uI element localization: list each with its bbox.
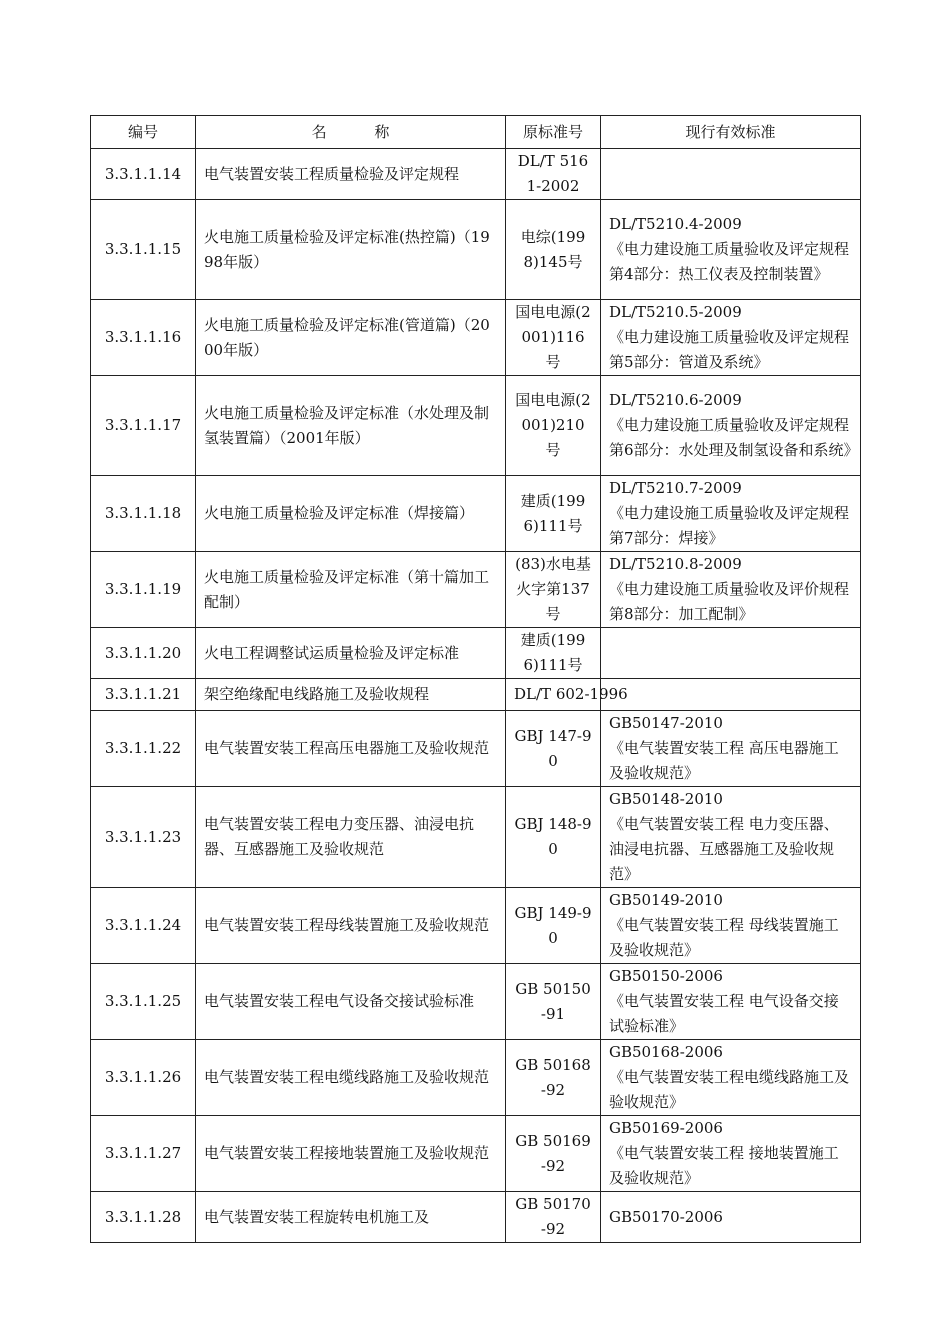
row-number: 3.3.1.1.18 (91, 476, 196, 552)
row-name: 火电施工质量检验及评定标准(管道篇)（2000年版） (196, 300, 506, 376)
table-row (91, 1116, 861, 1192)
row-current-code: GB50170-2006 (609, 1207, 723, 1226)
row-current (601, 200, 861, 300)
row-name: 电气装置安装工程高压电器施工及验收规范 (196, 711, 506, 787)
row-name: 电气装置安装工程母线装置施工及验收规范 (196, 888, 506, 964)
row-name: 火电施工质量检验及评定标准（水处理及制氢装置篇）（2001年版） (196, 376, 506, 476)
row-current (601, 711, 861, 787)
row-original: (83)水电基火字第137号 (506, 552, 601, 628)
row-original: GB 50169-92 (506, 1116, 601, 1192)
table-row (91, 787, 861, 888)
table-row (91, 964, 861, 1040)
row-original: 建质(1996)111号 (506, 628, 601, 679)
row-current (601, 1192, 861, 1243)
row-number: 3.3.1.1.16 (91, 300, 196, 376)
row-current-title: 《电力建设施工质量验收及评定规程 第5部分：管道及系统》 (609, 328, 850, 371)
row-name: 火电施工质量检验及评定标准（第十篇加工配制） (196, 552, 506, 628)
table-row (91, 888, 861, 964)
header-name-text: 名 称 (311, 122, 390, 141)
row-original: GB 50150-91 (506, 964, 601, 1040)
row-original: GB 50170-92 (506, 1192, 601, 1243)
row-current-code: GB50147-2010 (609, 714, 723, 732)
row-name: 电气装置安装工程质量检验及评定规程 (196, 149, 506, 200)
row-number: 3.3.1.1.26 (91, 1040, 196, 1116)
row-name: 电气装置安装工程电力变压器、油浸电抗器、互感器施工及验收规范 (196, 787, 506, 888)
row-current (601, 628, 861, 679)
row-current (601, 679, 861, 711)
header-number: 编号 (91, 116, 196, 149)
row-name: 电气装置安装工程电气设备交接试验标准 (196, 964, 506, 1040)
row-current (601, 476, 861, 552)
row-current (601, 376, 861, 476)
row-number: 3.3.1.1.17 (91, 376, 196, 476)
row-original: 建质(1996)111号 (506, 476, 601, 552)
row-current-title: 《电力建设施工质量验收及评定规程 第6部分：水处理及制氢设备和系统》 (609, 416, 859, 459)
row-name: 火电施工质量检验及评定标准（焊接篇） (196, 476, 506, 552)
row-name: 架空绝缘配电线路施工及验收规程 (196, 679, 506, 711)
row-original: GBJ 148-90 (506, 787, 601, 888)
header-row (91, 116, 861, 149)
table-row (91, 628, 861, 679)
row-current-code: GB50168-2006 (609, 1043, 723, 1061)
row-number: 3.3.1.1.27 (91, 1116, 196, 1192)
row-number: 3.3.1.1.23 (91, 787, 196, 888)
row-current (601, 1040, 861, 1116)
row-number: 3.3.1.1.20 (91, 628, 196, 679)
row-original: GB 50168-92 (506, 1040, 601, 1116)
table-row (91, 711, 861, 787)
table-row (91, 679, 861, 711)
row-current-title: 《电气装置安装工程 接地装置施工及验收规范》 (609, 1144, 839, 1187)
row-current-code: GB50150-2006 (609, 967, 723, 985)
row-current-title: 《电力建设施工质量验收及评定规程 第4部分：热工仪表及控制装置》 (609, 240, 850, 283)
row-number: 3.3.1.1.21 (91, 679, 196, 711)
row-number: 3.3.1.1.14 (91, 149, 196, 200)
row-current (601, 787, 861, 888)
row-current (601, 149, 861, 200)
row-name: 电气装置安装工程电缆线路施工及验收规范 (196, 1040, 506, 1116)
row-current-title: 《电气装置安装工程 高压电器施工及验收规范》 (609, 739, 839, 782)
row-number: 3.3.1.1.19 (91, 552, 196, 628)
row-number: 3.3.1.1.25 (91, 964, 196, 1040)
row-name: 火电施工质量检验及评定标准(热控篇)（1998年版） (196, 200, 506, 300)
row-number: 3.3.1.1.28 (91, 1192, 196, 1243)
row-original: 电综(1998)145号 (506, 200, 601, 300)
row-current (601, 552, 861, 628)
row-number: 3.3.1.1.15 (91, 200, 196, 300)
row-current-code: DL/T5210.4-2009 (609, 215, 742, 233)
row-current (601, 300, 861, 376)
row-current-title: 《电气装置安装工程 母线装置施工及验收规范》 (609, 916, 839, 959)
row-number: 3.3.1.1.22 (91, 711, 196, 787)
row-original: DL/T 5161-2002 (506, 149, 601, 200)
row-original: GBJ 149-90 (506, 888, 601, 964)
row-original: GBJ 147-90 (506, 711, 601, 787)
row-original: DL/T 602-1996 (506, 679, 601, 711)
table-row (91, 552, 861, 628)
header-original: 原标准号 (506, 116, 601, 149)
row-current-title: 《电气装置安装工程 电力变压器、油浸电抗器、互感器施工及验收规范》 (609, 815, 839, 883)
row-original: 国电电源(2001)116号 (506, 300, 601, 376)
header-name (196, 116, 506, 149)
table-row (91, 300, 861, 376)
row-current-code: GB50169-2006 (609, 1119, 723, 1137)
row-current-title: 《电气装置安装工程电缆线路施工及验收规范》 (609, 1068, 850, 1111)
row-current (601, 1116, 861, 1192)
row-current-code: DL/T5210.8-2009 (609, 555, 742, 573)
row-current-code: GB50149-2010 (609, 891, 723, 909)
row-name: 电气装置安装工程旋转电机施工及 (196, 1192, 506, 1243)
row-number: 3.3.1.1.24 (91, 888, 196, 964)
row-current-title: 《电力建设施工质量验收及评价规程 第8部分：加工配制》 (609, 580, 850, 623)
header-current: 现行有效标准 (601, 116, 861, 149)
row-current-title: 《电力建设施工质量验收及评定规程 第7部分：焊接》 (609, 504, 850, 547)
standards-table (90, 115, 861, 1243)
row-original: 国电电源(2001)210号 (506, 376, 601, 476)
table-row (91, 1192, 861, 1243)
row-current-title: 《电气装置安装工程 电气设备交接试验标准》 (609, 992, 839, 1035)
row-name: 火电工程调整试运质量检验及评定标准 (196, 628, 506, 679)
table-row (91, 200, 861, 300)
row-current-code: DL/T5210.6-2009 (609, 391, 742, 409)
row-current-code: GB50148-2010 (609, 790, 723, 808)
table-row (91, 149, 861, 200)
table-row (91, 476, 861, 552)
table-row (91, 1040, 861, 1116)
row-current (601, 888, 861, 964)
row-current (601, 964, 861, 1040)
row-name: 电气装置安装工程接地装置施工及验收规范 (196, 1116, 506, 1192)
table-row (91, 376, 861, 476)
row-current-code: DL/T5210.7-2009 (609, 479, 742, 497)
row-current-code: DL/T5210.5-2009 (609, 303, 742, 321)
